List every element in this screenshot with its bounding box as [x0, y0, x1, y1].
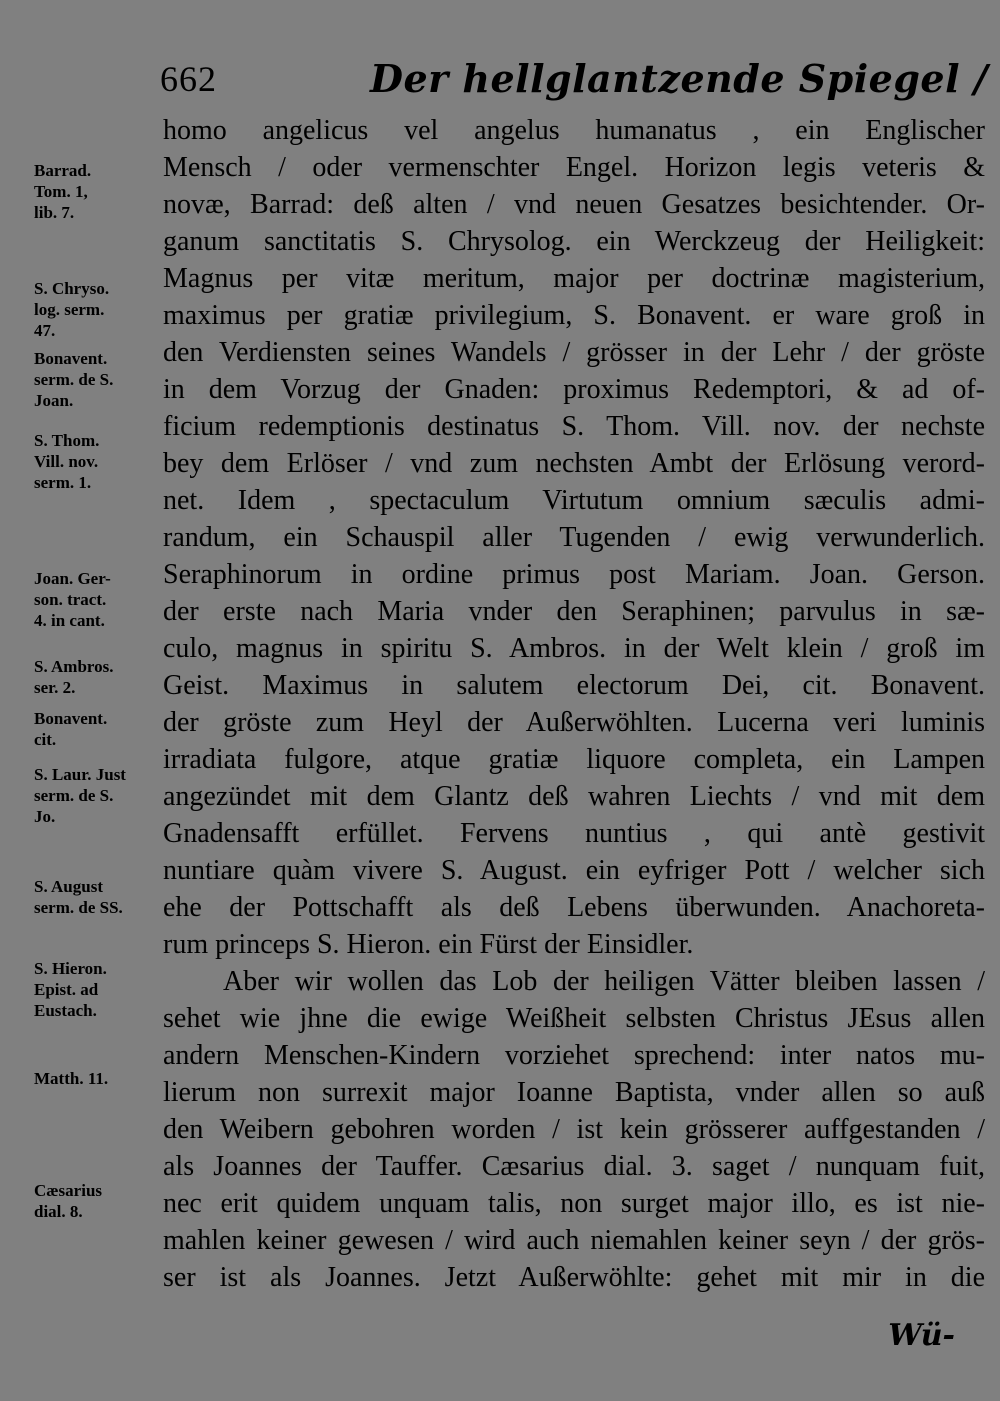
- margin-note: S. August serm. de SS.: [34, 877, 123, 917]
- text-line: ser ist als Joannes. Jetzt Außerwöhlte: gehet mit mir in die: [163, 1262, 985, 1293]
- text-line: culo, magnus in spiritu S. Ambros. in der Welt klein / groß im: [163, 633, 985, 664]
- text-line: net. Idem , spectaculum Virtutum omnium sæculis admi-: [163, 485, 985, 516]
- text-line: in dem Vorzug der Gnaden: proximus Redemptori, & ad of-: [163, 374, 985, 405]
- text-line: Seraphinorum in ordine primus post Mariam. Joan. Gerson.: [163, 559, 985, 590]
- text-line: den Weibern gebohren worden / ist kein grösserer auffgestanden /: [163, 1114, 985, 1145]
- margin-note: S. Laur. Just serm. de S. Jo.: [34, 765, 126, 826]
- text-line: nuntiare quàm vivere S. August. ein eyfriger Pott / welcher sich: [163, 855, 985, 886]
- text-line: lierum non surrexit major Ioanne Baptista, vnder allen so auß: [163, 1077, 985, 1108]
- text-line: Geist. Maximus in salutem electorum Dei, cit. Bonavent.: [163, 670, 985, 701]
- text-line: randum, ein Schauspil aller Tugenden / ewig verwunderlich.: [163, 522, 985, 553]
- margin-note: Cæsarius dial. 8.: [34, 1181, 103, 1221]
- text-line: Mensch / oder vermenschter Engel. Horizon legis veteris &: [163, 152, 985, 183]
- text-line: andern Menschen-Kindern vorziehet sprechend: inter natos mu-: [163, 1040, 985, 1071]
- text-line: Gnadensafft erfüllet. Fervens nuntius , qui antè gestivit: [163, 818, 985, 849]
- text-line: ficium redemptionis destinatus S. Thom. Vill. nov. der nechste: [163, 411, 985, 442]
- text-line: der erste nach Maria vnder den Seraphinen; parvulus in sæ-: [163, 596, 985, 627]
- text-line: als Joannes der Tauffer. Cæsarius dial. 3. saget / nunquam fuit,: [163, 1151, 985, 1182]
- catchword: Wü-: [888, 1318, 955, 1353]
- text-line: sehet wie jhne die ewige Weißheit selbsten Christus JEsus allen: [163, 1003, 985, 1034]
- text-line: maximus per gratiæ privilegium, S. Bonavent. er ware groß in: [163, 300, 985, 331]
- margin-note: Matth. 11.: [34, 1069, 109, 1088]
- text-line: rum princeps S. Hieron. ein Fürst der Einsidler.: [163, 929, 694, 960]
- margin-note: S. Hieron. Epist. ad Eustach.: [34, 959, 107, 1020]
- text-line: der gröste zum Heyl der Außerwöhlten. Lucerna veri luminis: [163, 707, 985, 738]
- margin-note: Bonavent. serm. de S. Joan.: [34, 349, 114, 410]
- margin-note: S. Thom. Vill. nov. serm. 1.: [34, 431, 100, 492]
- text-line: ganum sanctitatis S. Chrysolog. ein Werckzeug der Heiligkeit:: [163, 226, 985, 257]
- text-line: angezündet mit dem Glantz deß wahren Liechts / vnd mit dem: [163, 781, 985, 812]
- text-line: den Verdiensten seines Wandels / grösser in der Lehr / der gröste: [163, 337, 985, 368]
- margin-note: S. Ambros. ser. 2.: [34, 657, 114, 697]
- text-line: nec erit quidem unquam talis, non surget major illo, es ist nie-: [163, 1188, 985, 1219]
- margin-note: Bonavent. cit.: [34, 709, 108, 749]
- text-line: mahlen keiner gewesen / wird auch niemahlen keiner seyn / der grös-: [163, 1225, 985, 1256]
- margin-note: Barrad. Tom. 1, lib. 7.: [34, 161, 92, 222]
- text-line: homo angelicus vel angelus humanatus , ein Englischer: [163, 115, 985, 146]
- text-line: ehe der Pottschafft als deß Lebens überwunden. Anachoreta-: [163, 892, 985, 923]
- page-header: [160, 52, 989, 104]
- page-number: 662: [160, 59, 217, 99]
- text-line: Aber wir wollen das Lob der heiligen Vätter bleiben lassen /: [223, 966, 985, 997]
- margin-note: S. Chryso. log. serm. 47.: [34, 279, 110, 340]
- text-line: novæ, Barrad: deß alten / vnd neuen Gesatzes besichtender. Or-: [163, 189, 985, 220]
- text-line: irradiata fulgore, atque gratiæ liquore completa, ein Lampen: [163, 744, 985, 775]
- margin-note: Joan. Ger- son. tract. 4. in cant.: [34, 569, 111, 630]
- text-line: Magnus per vitæ meritum, major per doctrinæ magisterium,: [163, 263, 985, 294]
- running-title: Der hellglantzende Spiegel /: [370, 56, 989, 101]
- text-line: bey dem Erlöser / vnd zum nechsten Ambt der Erlösung verord-: [163, 448, 985, 479]
